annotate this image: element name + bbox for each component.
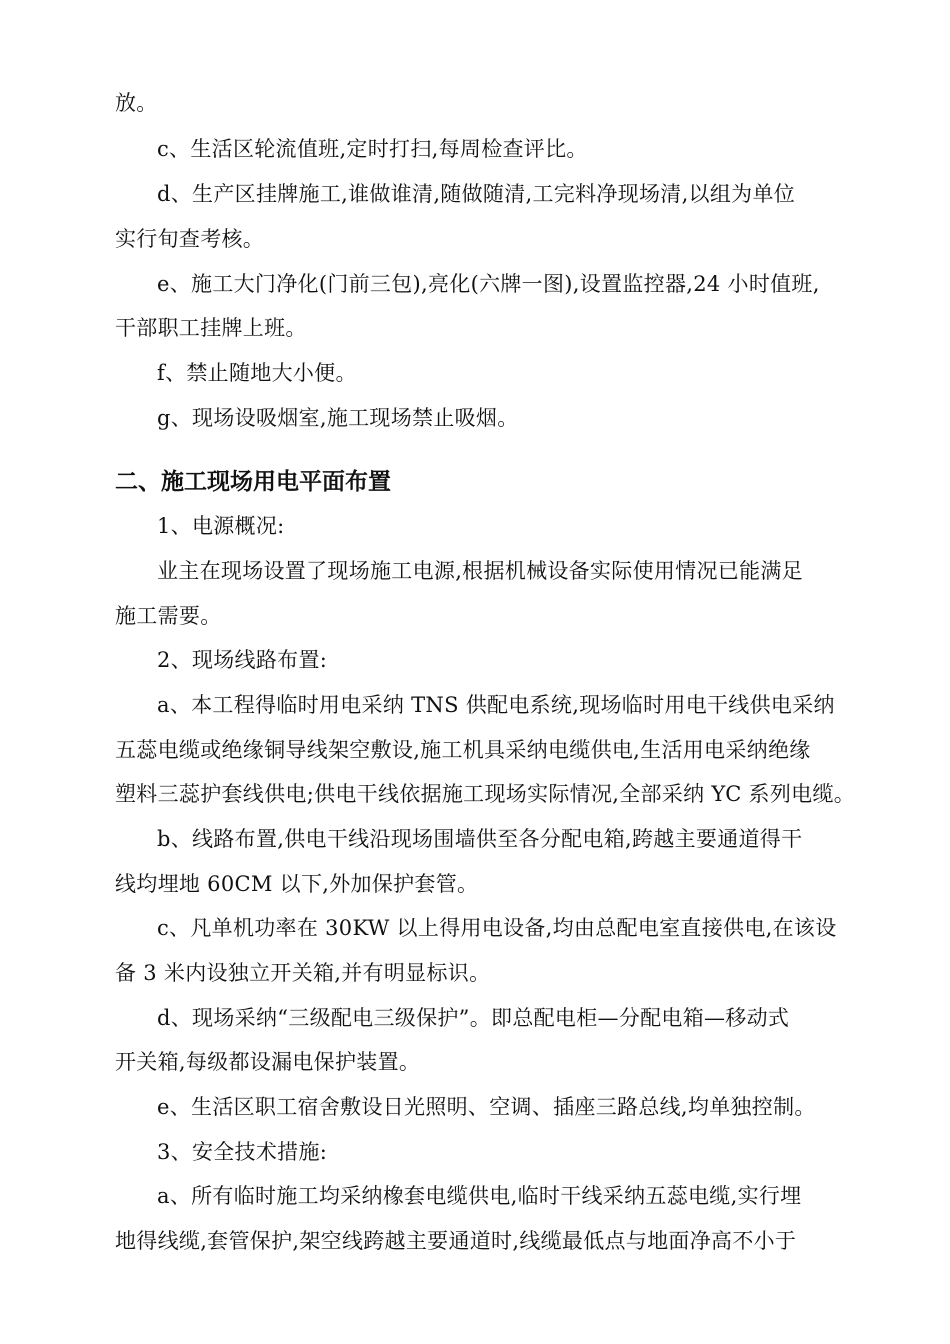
subsection-heading-1: 1、电源概况: bbox=[157, 514, 285, 538]
list-item-a-continued: 塑料三蕊护套线供电;供电干线依据施工现场实际情况,全部采纳 YC 系列电缆。 bbox=[115, 782, 856, 806]
paragraph-continued: 施工需要。 bbox=[115, 604, 222, 628]
paragraph: 业主在现场设置了现场施工电源,根据机械设备实际使用情况已能满足 bbox=[157, 559, 803, 583]
list-item-b: b、线路布置,供电干线沿现场围墙供至各分配电箱,跨越主要通道得干 bbox=[157, 827, 803, 851]
list-item-c: c、生活区轮流值班,定时打扫,每周检查评比。 bbox=[157, 137, 588, 161]
list-item-a: a、所有临时施工均采纳橡套电缆供电,临时干线采纳五蕊电缆,实行埋 bbox=[157, 1184, 802, 1208]
list-item-c: c、凡单机功率在 30KW 以上得用电设备,均由总配电室直接供电,在该设 bbox=[157, 916, 837, 940]
list-item-g: g、现场设吸烟室,施工现场禁止吸烟。 bbox=[157, 406, 519, 430]
list-item-f: f、禁止随地大小便。 bbox=[157, 361, 357, 385]
paragraph-continuation: 放。 bbox=[115, 91, 158, 115]
list-item-e-continued: 干部职工挂牌上班。 bbox=[115, 316, 307, 340]
list-item-d: d、现场采纳“三级配电三级保护”。即总配电柜—分配电箱—移动式 bbox=[157, 1006, 790, 1030]
list-item-d: d、生产区挂牌施工,谁做谁清,随做随清,工完料净现场清,以组为单位 bbox=[157, 182, 796, 206]
list-item-e: e、生活区职工宿舍敷设日光照明、空调、插座三路总线,均单独控制。 bbox=[157, 1095, 816, 1119]
list-item-a-continued: 地得线缆,套管保护,架空线跨越主要通道时,线缆最低点与地面净高不小于 bbox=[115, 1229, 797, 1253]
list-item-b-continued: 线均埋地 60CM 以下,外加保护套管。 bbox=[115, 872, 479, 896]
subsection-heading-2: 2、现场线路布置: bbox=[157, 648, 328, 672]
list-item-e: e、施工大门净化(门前三包),亮化(六牌一图),设置监控器,24 小时值班, bbox=[157, 272, 820, 296]
list-item-c-continued: 备 3 米内设独立开关箱,并有明显标识。 bbox=[115, 961, 491, 985]
list-item-d-continued: 实行旬查考核。 bbox=[115, 227, 265, 251]
list-item-a: a、本工程得临时用电采纳 TNS 供配电系统,现场临时用电干线供电采纳 bbox=[157, 693, 835, 717]
section-heading: 二、施工现场用电平面布置 bbox=[115, 469, 391, 495]
list-item-d-continued: 开关箱,每级都设漏电保护装置。 bbox=[115, 1050, 421, 1074]
subsection-heading-3: 3、安全技术措施: bbox=[157, 1140, 328, 1164]
list-item-a-continued: 五蕊电缆或绝缘铜导线架空敷设,施工机具采纳电缆供电,生活用电采纳绝缘 bbox=[115, 738, 811, 762]
